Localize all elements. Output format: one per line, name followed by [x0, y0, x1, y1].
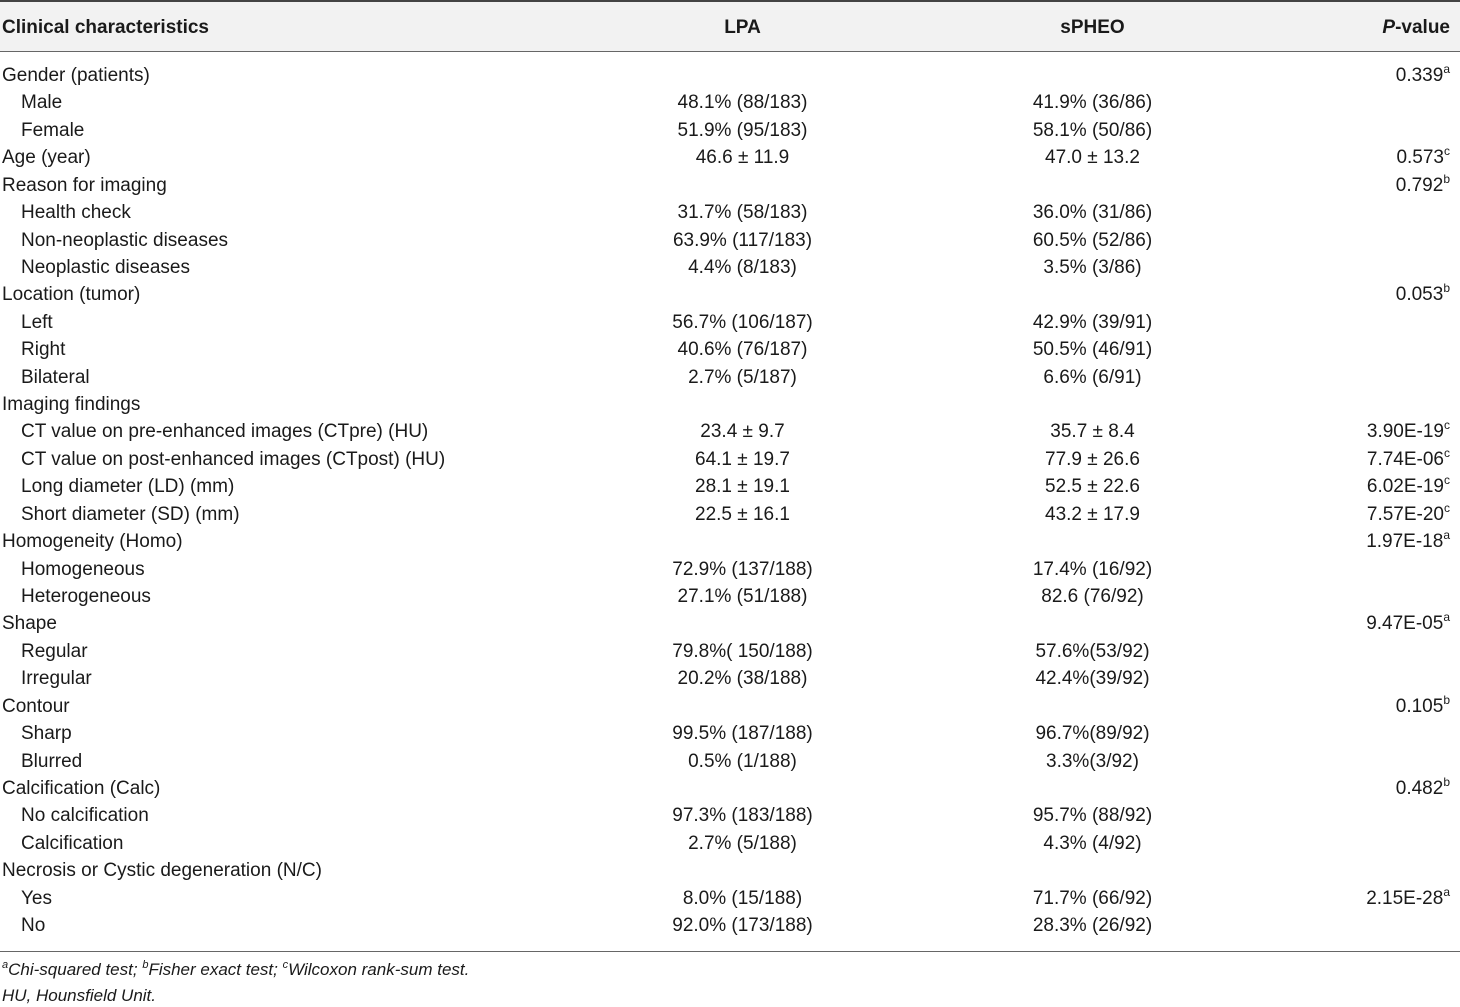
- p-value-footnote-mark: a: [1443, 62, 1450, 76]
- spheo-value: 36.0% (31/86): [1032, 202, 1153, 224]
- header-p-italic: P: [1382, 17, 1396, 38]
- spheo-value: 28.3% (26/92): [1032, 915, 1153, 937]
- lpa-value: 27.1% (51/188): [677, 585, 808, 607]
- lpa-value: 46.6 ± 11.9: [695, 147, 790, 169]
- row-sublabel: Regular: [21, 640, 88, 662]
- row-label: Imaging findings: [2, 394, 141, 416]
- p-value-number: 9.47E-05: [1366, 613, 1444, 635]
- table-row: [0, 720, 1460, 747]
- row-sublabel: Sharp: [21, 723, 72, 745]
- lpa-value: 22.5 ± 16.1: [695, 503, 790, 525]
- p-value: [1396, 775, 1450, 802]
- table-row: [0, 802, 1460, 829]
- table-row: [0, 172, 1460, 199]
- row-sublabel: Bilateral: [21, 366, 90, 388]
- table-row: [0, 501, 1460, 528]
- p-value-footnote-mark: b: [1443, 281, 1450, 296]
- table-row: [0, 528, 1460, 555]
- lpa-value: 92.0% (173/188): [672, 915, 813, 937]
- row-sublabel: Irregular: [21, 668, 92, 690]
- p-value-footnote-mark: a: [1443, 610, 1450, 625]
- footnote-a-text: Chi-squared test;: [8, 960, 143, 979]
- row-sublabel: Left: [21, 311, 53, 333]
- table-row: [0, 199, 1460, 226]
- row-label: Reason for imaging: [2, 174, 167, 196]
- p-value-number: 2.15E-28: [1366, 887, 1444, 909]
- lpa-value: 99.5% (187/188): [672, 723, 813, 745]
- header-clinical-characteristics: Clinical characteristics: [2, 17, 209, 38]
- p-value: [1396, 172, 1450, 199]
- p-value: [1367, 473, 1450, 500]
- lpa-value: 4.4% (8/183): [688, 256, 797, 278]
- table-row: [0, 830, 1460, 857]
- row-label: Location (tumor): [2, 284, 141, 306]
- table-row: [0, 885, 1460, 912]
- row-sublabel: Male: [21, 92, 63, 114]
- p-value-footnote-mark: b: [1443, 692, 1450, 707]
- table-row: [0, 610, 1460, 637]
- spheo-value: 71.7% (66/92): [1032, 887, 1153, 909]
- spheo-value: 52.5 ± 22.6: [1045, 476, 1140, 498]
- spheo-value: 57.6%(53/92): [1035, 640, 1150, 662]
- p-value-number: 7.74E-06: [1366, 448, 1444, 470]
- lpa-value: 51.9% (95/183): [677, 119, 808, 141]
- p-value-number: 0.482: [1395, 777, 1444, 799]
- row-label: Homogeneity (Homo): [2, 531, 183, 553]
- spheo-value: 3.5% (3/86): [1043, 256, 1142, 278]
- table-row: [0, 391, 1460, 418]
- lpa-value: 8.0% (15/188): [682, 887, 803, 909]
- header-p-suffix: -value: [1395, 17, 1450, 38]
- row-sublabel: No calcification: [21, 805, 149, 827]
- p-value-number: 0.105: [1395, 695, 1444, 717]
- lpa-value: 31.7% (58/183): [677, 202, 808, 224]
- table-row: [0, 144, 1460, 171]
- table-row: [0, 775, 1460, 802]
- lpa-value: 40.6% (76/187): [677, 339, 808, 361]
- table-row: [0, 583, 1460, 610]
- p-value-number: 0.339: [1395, 65, 1444, 86]
- p-value: [1367, 418, 1450, 445]
- row-sublabel: Heterogeneous: [21, 585, 151, 607]
- spheo-value: 47.0 ± 13.2: [1045, 147, 1140, 169]
- row-sublabel: Homogeneous: [21, 558, 145, 580]
- header-lpa: LPA: [724, 17, 761, 38]
- row-sublabel: CT value on post-enhanced images (CTpost) (HU): [21, 448, 446, 470]
- row-label: Necrosis or Cystic degeneration (N/C): [2, 860, 322, 882]
- spheo-value: 35.7 ± 8.4: [1050, 421, 1135, 443]
- table-row: [0, 638, 1460, 665]
- row-label: Gender (patients): [2, 65, 150, 86]
- spheo-value: 6.6% (6/91): [1043, 366, 1142, 388]
- spheo-value: 60.5% (52/86): [1032, 229, 1153, 251]
- lpa-value: 79.8%( 150/188): [672, 640, 813, 662]
- table-row: [0, 693, 1460, 720]
- row-sublabel: CT value on pre-enhanced images (CTpre) (HU): [21, 421, 429, 443]
- row-label: Calcification (Calc): [2, 777, 161, 799]
- row-label: Shape: [2, 613, 57, 635]
- p-value-footnote-mark: c: [1444, 473, 1450, 488]
- lpa-value: 72.9% (137/188): [672, 558, 813, 580]
- footnote-c-text: Wilcoxon rank-sum test.: [288, 960, 470, 979]
- lpa-value: 20.2% (38/188): [677, 668, 808, 690]
- spheo-value: 42.9% (39/91): [1032, 311, 1153, 333]
- table-row: [0, 309, 1460, 336]
- p-value: [1366, 885, 1450, 912]
- p-value-number: 1.97E-18: [1366, 531, 1444, 553]
- row-sublabel: Non-neoplastic diseases: [21, 229, 229, 251]
- row-sublabel: Calcification: [21, 832, 124, 854]
- spheo-value: 50.5% (46/91): [1032, 339, 1153, 361]
- row-sublabel: Short diameter (SD) (mm): [21, 503, 240, 525]
- spheo-value: 82.6 (76/92): [1041, 585, 1144, 607]
- footer-divider: [0, 951, 1460, 952]
- table-row: [0, 446, 1460, 473]
- spheo-value: 43.2 ± 17.9: [1045, 503, 1140, 525]
- row-sublabel: Neoplastic diseases: [21, 256, 190, 278]
- p-value: [1396, 62, 1450, 89]
- spheo-value: 95.7% (88/92): [1032, 805, 1153, 827]
- row-sublabel: Health check: [21, 202, 131, 224]
- table-row: [0, 281, 1460, 308]
- table-row: [0, 364, 1460, 391]
- footnote-b-mark: b: [142, 959, 149, 971]
- p-value: [1396, 693, 1450, 720]
- p-value: [1367, 446, 1450, 473]
- table-row: [0, 473, 1460, 500]
- p-value-number: 6.02E-19: [1366, 476, 1444, 498]
- p-value: [1396, 144, 1450, 171]
- spheo-value: 17.4% (16/92): [1032, 558, 1153, 580]
- lpa-value: 23.4 ± 9.7: [700, 421, 785, 443]
- p-value-footnote-mark: c: [1444, 418, 1450, 433]
- header-spheo: sPHEO: [1060, 17, 1125, 38]
- table-row: [0, 748, 1460, 775]
- footnote-hu: HU, Hounsfield Unit.: [2, 986, 157, 1005]
- row-sublabel: Yes: [21, 887, 52, 909]
- spheo-value: 77.9 ± 26.6: [1045, 448, 1140, 470]
- p-value-number: 3.90E-19: [1366, 421, 1444, 443]
- row-label: Age (year): [2, 147, 91, 169]
- table-header: [0, 0, 1460, 52]
- p-value-footnote-mark: a: [1443, 528, 1450, 543]
- p-value: [1366, 528, 1450, 555]
- p-value-footnote-mark: b: [1443, 774, 1450, 789]
- footnote-a-mark: a: [2, 959, 9, 971]
- table-row: [0, 254, 1460, 281]
- row-label: Contour: [2, 695, 70, 717]
- table-row: [0, 89, 1460, 116]
- spheo-value: 3.3%(3/92): [1046, 750, 1139, 772]
- p-value-footnote-mark: a: [1443, 884, 1450, 899]
- table-row: [0, 857, 1460, 884]
- footnote-c-mark: c: [282, 959, 289, 971]
- p-value: [1366, 610, 1450, 637]
- spheo-value: 41.9% (36/86): [1032, 92, 1153, 114]
- p-value: [1367, 501, 1450, 528]
- row-sublabel: Long diameter (LD) (mm): [21, 476, 235, 498]
- p-value-footnote-mark: b: [1443, 171, 1450, 186]
- spheo-value: 96.7%(89/92): [1035, 723, 1150, 745]
- table-row: [0, 418, 1460, 445]
- spheo-value: 58.1% (50/86): [1032, 119, 1153, 141]
- lpa-value: 2.7% (5/187): [688, 366, 797, 388]
- lpa-value: 56.7% (106/187): [672, 311, 813, 333]
- table-row: [0, 227, 1460, 254]
- spheo-value: 4.3% (4/92): [1043, 832, 1142, 854]
- table-row: [0, 665, 1460, 692]
- table-row: [0, 912, 1460, 939]
- p-value-number: 0.053: [1395, 284, 1444, 306]
- lpa-value: 63.9% (117/183): [672, 229, 813, 251]
- lpa-value: 0.5% (1/188): [688, 750, 797, 772]
- table-row: [0, 556, 1460, 583]
- row-sublabel: Blurred: [21, 750, 83, 772]
- p-value-footnote-mark: c: [1444, 144, 1450, 159]
- row-sublabel: No: [21, 915, 46, 937]
- row-sublabel: Female: [21, 119, 85, 141]
- p-value-footnote-mark: c: [1444, 445, 1450, 460]
- lpa-value: 2.7% (5/188): [688, 832, 797, 854]
- p-value-number: 0.573: [1396, 147, 1444, 169]
- header-p-value: [1382, 14, 1450, 41]
- p-value: [1396, 281, 1450, 308]
- p-value-number: 0.792: [1395, 174, 1444, 196]
- row-sublabel: Right: [21, 339, 66, 361]
- p-value-footnote-mark: c: [1444, 500, 1450, 515]
- table-row: [0, 62, 1460, 89]
- lpa-value: 28.1 ± 19.1: [695, 476, 790, 498]
- table-row: [0, 336, 1460, 363]
- footnote-tests: [2, 960, 469, 980]
- p-value-number: 7.57E-20: [1366, 503, 1444, 525]
- table-row: [0, 117, 1460, 144]
- lpa-value: 48.1% (88/183): [677, 92, 808, 114]
- footnote-b-text: Fisher exact test;: [148, 960, 283, 979]
- lpa-value: 64.1 ± 19.7: [695, 448, 790, 470]
- lpa-value: 97.3% (183/188): [672, 805, 813, 827]
- spheo-value: 42.4%(39/92): [1035, 668, 1150, 690]
